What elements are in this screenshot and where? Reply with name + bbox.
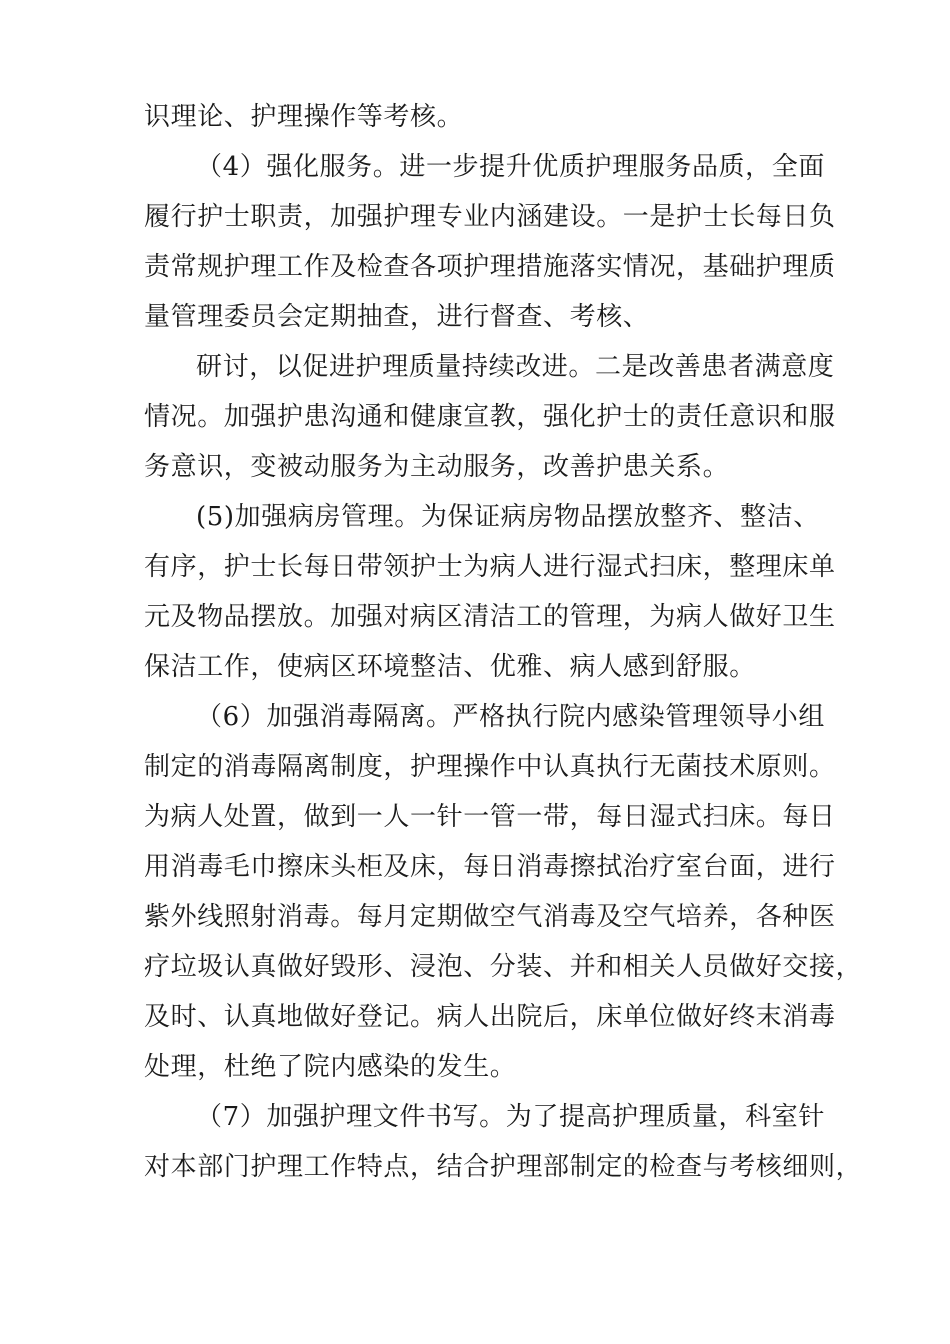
text-line: 有序，护士长每日带领护士为病人进行湿式扫床，整理床单 bbox=[144, 552, 836, 582]
text-line: 识理论、护理操作等考核。 bbox=[144, 102, 464, 132]
text-line: 制定的消毒隔离制度，护理操作中认真执行无菌技术原则。 bbox=[144, 752, 836, 782]
text-line: 对本部门护理工作特点，结合护理部制定的检查与考核细则， bbox=[144, 1152, 863, 1182]
text-line: 及时、认真地做好登记。病人出院后，床单位做好终末消毒 bbox=[144, 1002, 836, 1032]
paragraph-6-start: （6）加强消毒隔离。严格执行院内感染管理领导小组 bbox=[196, 702, 825, 732]
paragraph-5-start: (5)加强病房管理。为保证病房物品摆放整齐、整洁、 bbox=[196, 502, 820, 532]
text-line: 用消毒毛巾擦床头柜及床，每日消毒擦拭治疗室台面，进行 bbox=[144, 852, 836, 882]
text-line: 紫外线照射消毒。每月定期做空气消毒及空气培养，各种医 bbox=[144, 902, 836, 932]
text-line: 处理，杜绝了院内感染的发生。 bbox=[144, 1052, 517, 1082]
paragraph-4-start: （4）强化服务。进一步提升优质护理服务品质，全面 bbox=[196, 152, 825, 182]
text-line: 情况。加强护患沟通和健康宣教，强化护士的责任意识和服 bbox=[144, 402, 836, 432]
text-line: 责常规护理工作及检查各项护理措施落实情况，基础护理质 bbox=[144, 252, 836, 282]
text-line: 研讨，以促进护理质量持续改进。二是改善患者满意度 bbox=[196, 352, 835, 382]
text-line: 保洁工作，使病区环境整洁、优雅、病人感到舒服。 bbox=[144, 652, 756, 682]
paragraph-7-start: （7）加强护理文件书写。为了提高护理质量，科室针 bbox=[196, 1102, 825, 1132]
text-line: 元及物品摆放。加强对病区清洁工的管理，为病人做好卫生 bbox=[144, 602, 836, 632]
text-line: 量管理委员会定期抽查，进行督查、考核、 bbox=[144, 302, 650, 332]
text-line: 疗垃圾认真做好毁形、浸泡、分装、并和相关人员做好交接， bbox=[144, 952, 863, 982]
text-line: 为病人处置，做到一人一针一管一带，每日湿式扫床。每日 bbox=[144, 802, 836, 832]
text-line: 履行护士职责，加强护理专业内涵建设。一是护士长每日负 bbox=[144, 202, 836, 232]
text-line: 务意识，变被动服务为主动服务，改善护患关系。 bbox=[144, 452, 730, 482]
